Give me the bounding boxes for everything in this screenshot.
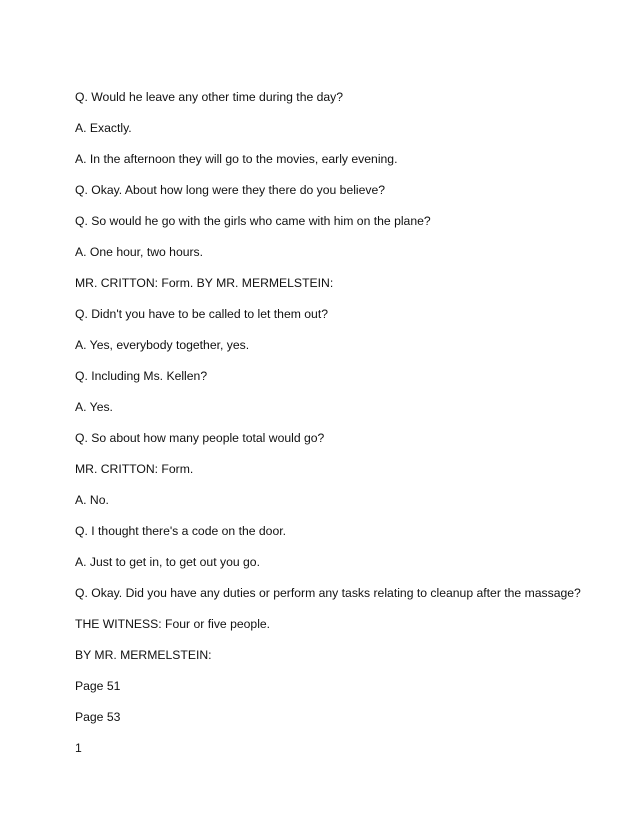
transcript-line: Q. Didn't you have to be called to let them out?	[75, 307, 328, 321]
page-reference: Page 51	[75, 679, 121, 693]
transcript-lines	[75, 87, 615, 769]
transcript-line: Q. Would he leave any other time during the day?	[75, 90, 344, 104]
transcript-line: Q. I thought there's a code on the door.	[75, 524, 287, 538]
page-number: 1	[75, 741, 82, 755]
transcript-line: A. Yes, everybody together, yes.	[75, 338, 250, 352]
transcript-line: Q. So would he go with the girls who came with him on the plane?	[75, 214, 431, 228]
transcript-line: Q. So about how many people total would go?	[75, 431, 325, 445]
transcript-line: Q. Okay. About how long were they there do you believe?	[75, 183, 386, 197]
transcript-line: A. Yes.	[75, 400, 113, 414]
transcript-line: Q. Okay. Did you have any duties or perform any tasks relating to cleanup after the massage?	[75, 586, 581, 600]
transcript-line: A. One hour, two hours.	[75, 245, 204, 259]
transcript-line: Q. Including Ms. Kellen?	[75, 369, 208, 383]
transcript-line: A. No.	[75, 493, 109, 507]
transcript-line: MR. CRITTON: Form.	[75, 462, 194, 476]
transcript-line: BY MR. MERMELSTEIN:	[75, 648, 212, 662]
transcript-line: A. Just to get in, to get out you go.	[75, 555, 260, 569]
transcript-line: THE WITNESS: Four or five people.	[75, 617, 271, 631]
page-reference: Page 53	[75, 710, 121, 724]
transcript-line: A. Exactly.	[75, 121, 132, 135]
transcript-line: A. In the afternoon they will go to the movies, early evening.	[75, 152, 398, 166]
transcript-line: MR. CRITTON: Form. BY MR. MERMELSTEIN:	[75, 276, 334, 290]
